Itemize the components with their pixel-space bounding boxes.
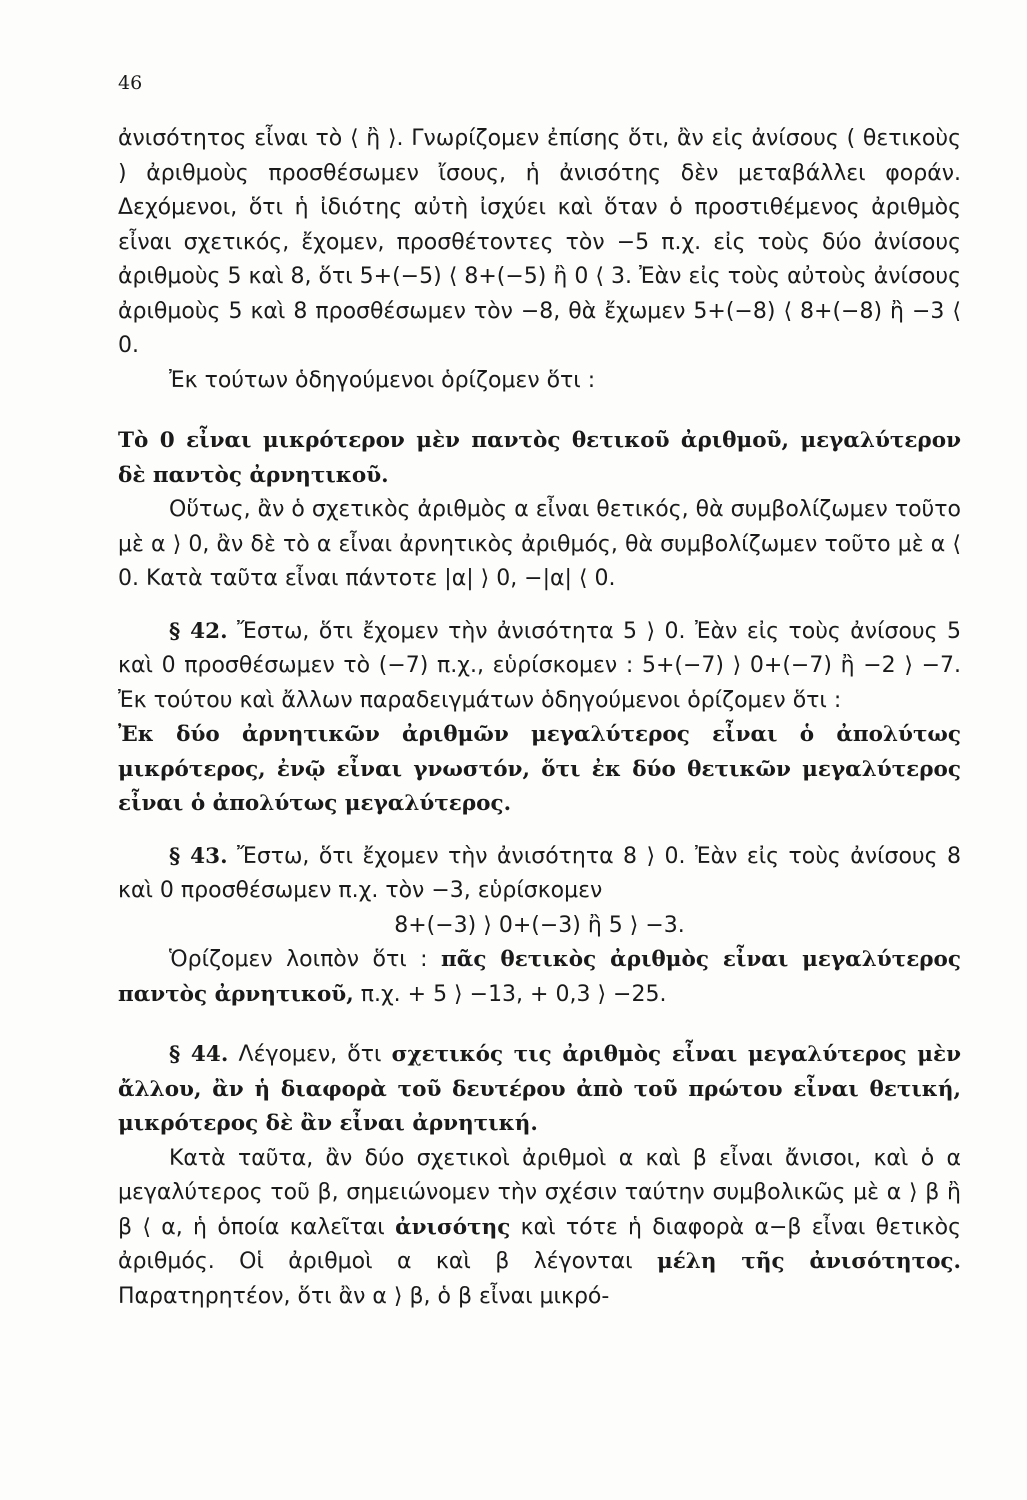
section-43-definition	[118, 943, 961, 1012]
last-paragraph-a: Κατὰ ταῦτα, ἂν δύο σχετικοὶ ἀριθμοὶ α καὶ β εἶναι ἄνισοι, καὶ ὁ α μεγαλύτερος τοῦ β, σημειώνομεν τὴν σχέσιν ταύτην συμβολικῶς μὲ α ⟩ β ἢ β ⟨ α, ἡ ὁποία καλεῖται	[118, 1145, 961, 1240]
section-42-text: Ἔστω, ὅτι ἔχομεν τὴν ἀνισότητα 5 ⟩ 0. Ἐὰν εἰς τοὺς ἀνίσους 5 καὶ 0 προσθέσωμεν τὸ (−7) π.χ., εὑρίσκομεν : 5+(−7) ⟩ 0+(−7) ἢ −2 ⟩ −7. Ἐκ τούτου καὶ ἄλλων παραδειγμάτων ὁδηγούμενοι ὁρίζομεν ὅτι :	[118, 618, 962, 713]
paragraph-symbolism: Οὕτως, ἂν ὁ σχετικὸς ἀριθμὸς α εἶναι θετικός, θὰ συμβολίζωμεν τοῦτο μὲ α ⟩ 0, ἂν δὲ τὸ α εἶναι ἀρνητικὸς ἀριθμός, θὰ συμβολίζωμεν τοῦτο μὲ α ⟨ 0. Κατὰ ταῦτα εἶναι πάντοτε |α| ⟩ 0, −|α| ⟨ 0.	[118, 497, 961, 591]
last-paragraph-c: Παρατηρητέον, ὅτι ἂν α ⟩ β, ὁ β εἶναι μικρό-	[118, 1283, 610, 1309]
section-44-bold: σχετικός τις ἀριθμὸς εἶναι μεγαλύτερος μὲν ἄλλου, ἂν ἡ διαφορὰ τοῦ δευτέρου ἀπὸ τοῦ πρώτου εἶναι θετική, μικρότερος δὲ ἂν εἶναι ἀρνητική.	[118, 1042, 962, 1136]
page-number: 46	[118, 72, 143, 94]
page-body	[118, 122, 961, 1314]
section-43-tail: π.χ. + 5 ⟩ −13, + 0,3 ⟩ −25.	[360, 981, 667, 1007]
term-inequality: ἀνισότης	[395, 1214, 511, 1240]
definition-negative-comparison: Ἐκ δύο ἀρνητικῶν ἀριθμῶν μεγαλύτερος εἶναι ὁ ἀπολύτως μικρότερος, ἐνῷ εἶναι γνωστόν, ὅτι ἐκ δύο θετικῶν μεγαλύτερος εἶναι ὁ ἀπολύτως μεγαλύτερος.	[118, 722, 961, 816]
section-43-label: § 43.	[169, 843, 228, 869]
section-42-label: § 42.	[169, 618, 228, 644]
section-44-lead: Λέγομεν, ὅτι	[238, 1042, 382, 1067]
section-44-label: § 44.	[169, 1042, 229, 1067]
section-43-text: Ἔστω, ὅτι ἔχομεν τὴν ἀνισότητα 8 ⟩ 0. Ἐὰν εἰς τοὺς ἀνίσους 8 καὶ 0 προσθέσωμεν π.χ. τὸν −3, εὑρίσκομεν	[118, 843, 962, 903]
definition-zero: Τὸ 0 εἶναι μικρότερον μὲν παντὸς θετικοῦ ἀριθμοῦ, μεγαλύτερον δὲ παντὸς ἀρνητικοῦ.	[118, 428, 961, 488]
section-43-lead: Ὁρίζομεν λοιπὸν ὅτι :	[169, 947, 428, 972]
paragraph-definition-lead: Ἐκ τούτων ὁδηγούμενοι ὁρίζομεν ὅτι :	[169, 367, 596, 393]
section-42	[118, 615, 961, 719]
section-43-bold: πᾶς θετικὸς ἀριθμὸς εἶναι μεγαλύτερος παντὸς ἀρνητικοῦ,	[118, 947, 961, 1007]
section-44	[118, 1038, 961, 1142]
section-43	[118, 840, 961, 909]
section-43-formula: 8+(−3) ⟩ 0+(−3) ἢ 5 ⟩ −3.	[394, 912, 685, 938]
last-paragraph-b: καὶ τότε ἡ διαφορὰ α−β εἶναι θετικὸς ἀριθμός. Οἱ ἀριθμοὶ α καὶ β λέγονται	[118, 1214, 962, 1274]
term-members: μέλη τῆς ἀνισότητος.	[656, 1249, 961, 1274]
paragraph-inequality-members	[118, 1142, 961, 1315]
paragraph-inequality-intro: ἀνισότητος εἶναι τὸ ⟨ ἢ ⟩. Γνωρίζομεν ἐπίσης ὅτι, ἂν εἰς ἀνίσους ( θετικοὺς ) ἀριθμοὺς προσθέσωμεν ἴσους, ἡ ἀνισότης δὲν μεταβάλλει φοράν. Δεχόμενοι, ὅτι ἡ ἰδιότης αὐτὴ ἰσχύει καὶ ὅταν ὁ προστιθέμενος ἀριθμὸς εἶναι σχετικός, ἔχομεν, προσθέτοντες τὸν −5 π.χ. εἰς τοὺς δύο ἀνίσους ἀριθμοὺς 5 καὶ 8, ὅτι 5+(−5) ⟨ 8+(−5) ἢ 0 ⟨ 3. Ἐὰν εἰς τοὺς αὐτοὺς ἀνίσους ἀριθμοὺς 5 καὶ 8 προσθέσωμεν τὸν −8, θὰ ἔχωμεν 5+(−8) ⟨ 8+(−8) ἢ −3 ⟨ 0.	[118, 126, 961, 358]
